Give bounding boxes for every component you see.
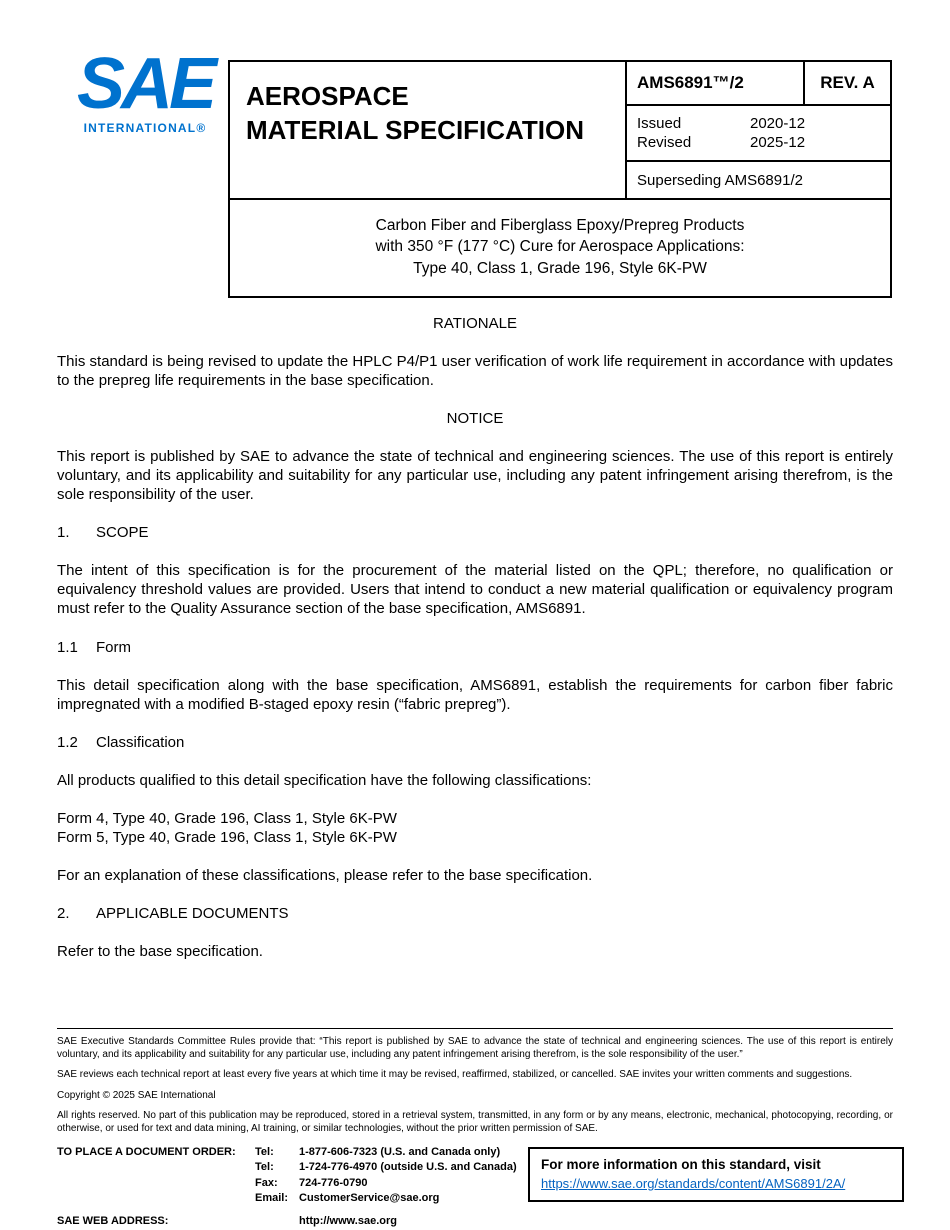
classification-heading-number: 1.2 — [57, 733, 78, 751]
issued-label: Issued — [637, 115, 682, 132]
notice-paragraph: This report is published by SAE to advance the state of technical and engineering sciences. The use of this report is entirely voluntary, and its applicability and suitability for any particular use, including any patent infringement arising therefrom, is the sole responsibility of the user. — [57, 448, 893, 504]
classification-note: For an explanation of these classifications, please refer to the base specification. — [57, 866, 593, 884]
notice-heading: NOTICE — [446, 410, 504, 428]
scope-paragraph: The intent of this specification is for the procurement of the material listed on the QPL; therefore, no qualification or equivalency threshold values are provided. Users that intend to conduct a new material qualification or equivalency program must refer to the Quality Assurance section of the base specification, AMS6891. — [57, 562, 893, 618]
document-title-line2: with 350 °F (177 °C) Cure for Aerospace Applications: — [375, 238, 745, 256]
classification-item: Form 4, Type 40, Grade 196, Class 1, Style 6K-PW — [57, 809, 397, 827]
scope-heading-number: 1. — [57, 524, 70, 542]
classification-heading — [57, 733, 893, 752]
form-heading-label: Form — [96, 638, 131, 656]
applicable-documents-number: 2. — [57, 904, 70, 922]
footer-divider — [57, 1028, 893, 1029]
scope-heading — [57, 523, 893, 542]
issued-date: 2020-12 — [750, 115, 806, 132]
classification-intro: All products qualified to this detail specification have the following classifications: — [57, 771, 592, 789]
standard-link[interactable]: https://www.sae.org/standards/content/AMS6891/2A/ — [541, 1176, 846, 1191]
classification-heading-label: Classification — [96, 733, 185, 751]
spec-type-line2: MATERIAL SPECIFICATION — [246, 114, 584, 145]
document-body — [57, 314, 893, 980]
sae-logo-subtext: INTERNATIONAL® — [83, 121, 207, 136]
revised-date: 2025-12 — [750, 133, 806, 151]
web-address-value: http://www.sae.org — [299, 1214, 397, 1227]
contact-value: CustomerService@sae.org — [299, 1192, 440, 1205]
order-section — [57, 1145, 893, 1230]
spacer-cell — [57, 1160, 255, 1175]
applicable-documents-paragraph: Refer to the base specification. — [57, 942, 263, 960]
spec-header-table — [228, 60, 892, 200]
contact-label: Tel: — [255, 1146, 274, 1158]
doc-number-row — [627, 62, 890, 106]
more-info-box — [528, 1147, 904, 1202]
dates-cell — [627, 106, 890, 162]
order-label: TO PLACE A DOCUMENT ORDER: — [57, 1146, 236, 1158]
more-info-text: For more information on this standard, visit — [541, 1157, 821, 1172]
rationale-paragraph: This standard is being revised to update the HPLC P4/P1 user verification of work life requirement in accordance with updates to the prepreg life requirements in the base specification. — [57, 353, 893, 390]
form-paragraph: This detail specification along with the base specification, AMS6891, establish the requirements for carbon fiber fabric impregnated with a modified B-staged epoxy resin (“fabric prepreg”). — [57, 676, 893, 713]
applicable-documents-heading — [57, 904, 893, 923]
document-title — [228, 200, 892, 298]
review-note: SAE reviews each technical report at least every five years at which time it may be revised, reaffirmed, stabilized, or cancelled. SAE invites your written comments and suggestions. — [57, 1069, 853, 1080]
contact-label: Email: — [255, 1192, 289, 1205]
contact-value: 724-776-0790 — [299, 1176, 368, 1189]
web-address-row — [57, 1215, 893, 1227]
superseding-note: Superseding AMS6891/2 — [637, 171, 803, 189]
committee-rules-note: SAE Executive Standards Committee Rules provide that: “This report is published by SAE to advance the state of technical and engineering sciences. The use of this report is entirely voluntary, and its applicability and suitability for any particular use, including any patent infringement arising therefrom, is the sole responsibility of the user.” — [57, 1036, 893, 1060]
classification-item: Form 5, Type 40, Grade 196, Class 1, Style 6K-PW — [57, 828, 397, 846]
spec-header-right — [627, 62, 890, 198]
spec-type-line1: AEROSPACE — [246, 81, 409, 111]
sae-logo-text: SAE — [76, 44, 214, 124]
contact-value: 1-877-606-7323 (U.S. and Canada only) — [299, 1146, 501, 1158]
form-heading — [57, 638, 893, 657]
spacer-cell — [57, 1191, 255, 1206]
scope-heading-label: SCOPE — [96, 524, 149, 542]
spacer — [57, 847, 893, 866]
contact-label: Fax: — [255, 1176, 278, 1189]
form-heading-number: 1.1 — [57, 638, 78, 656]
doc-number: AMS6891™/2 — [627, 62, 805, 104]
contact-label: Tel: — [255, 1161, 274, 1174]
spec-type-title — [230, 62, 627, 198]
rights-note: All rights reserved. No part of this publication may be reproduced, stored in a retrieval system, transmitted, in any form or by any means, electronic, mechanical, photocopying, recording, or otherwise, or used for text and data mining, AI training, or similar technologies, without the prior written permission of SAE. — [57, 1110, 893, 1134]
rationale-heading: RATIONALE — [433, 315, 517, 332]
sae-logo — [62, 44, 228, 136]
order-contact-grid — [57, 1145, 527, 1207]
revision-label: REV. A — [820, 73, 875, 92]
spacer-cell — [255, 1215, 299, 1227]
contact-value: 1-724-776-4970 (outside U.S. and Canada) — [299, 1161, 517, 1174]
document-footer — [57, 1028, 893, 1230]
applicable-documents-label: APPLICABLE DOCUMENTS — [96, 904, 289, 922]
spacer-cell — [57, 1176, 255, 1191]
document-title-line1: Carbon Fiber and Fiberglass Epoxy/Prepreg Products — [375, 217, 745, 234]
spec-header — [228, 60, 892, 298]
revised-row — [637, 134, 890, 153]
web-address-label: SAE WEB ADDRESS: — [57, 1214, 169, 1227]
issued-row — [637, 115, 890, 134]
document-title-line3: Type 40, Class 1, Grade 196, Style 6K-PW — [413, 259, 707, 277]
copyright-line: Copyright © 2025 SAE International — [57, 1089, 216, 1101]
revised-label: Revised — [637, 133, 692, 151]
